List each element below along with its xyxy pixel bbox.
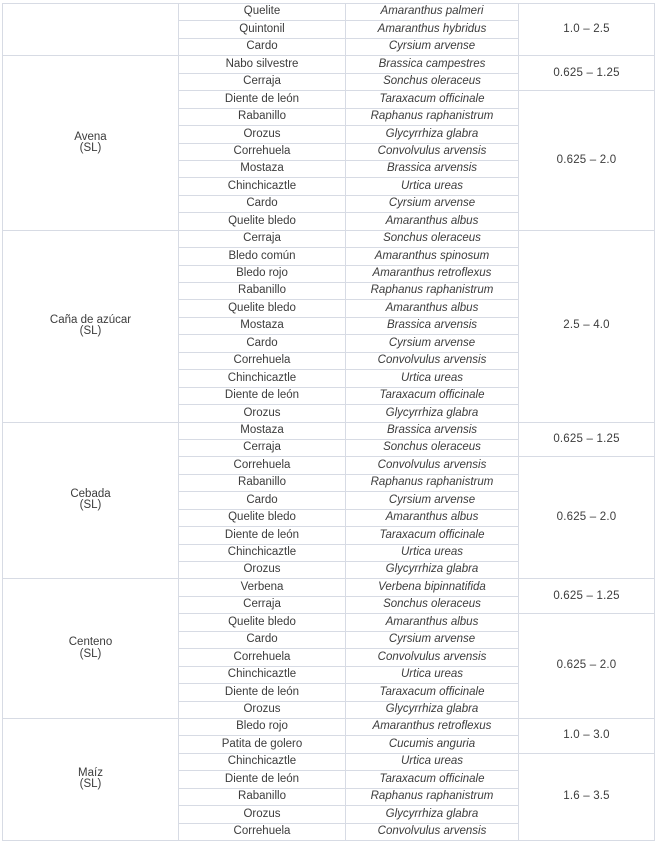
common-name-cell: Rabanillo: [179, 108, 346, 125]
common-name-cell: Quelite bledo: [179, 614, 346, 631]
common-name-cell: Quelite bledo: [179, 509, 346, 526]
scientific-name-cell: Amaranthus spinosum: [346, 248, 519, 265]
scientific-name-cell: Convolvulus arvensis: [346, 649, 519, 666]
scientific-name-cell: Cucumis anguria: [346, 736, 519, 753]
common-name-cell: Chinchicaztle: [179, 178, 346, 195]
common-name-cell: Rabanillo: [179, 474, 346, 491]
common-name-cell: Orozus: [179, 562, 346, 579]
common-name-cell: Orozus: [179, 701, 346, 718]
common-name-cell: Chinchicaztle: [179, 544, 346, 561]
common-name-cell: Diente de león: [179, 527, 346, 544]
common-name-cell: Chinchicaztle: [179, 666, 346, 683]
scientific-name-cell: Cyrsium arvense: [346, 335, 519, 352]
common-name-cell: Quelite bledo: [179, 300, 346, 317]
scientific-name-cell: Raphanus raphanistrum: [346, 788, 519, 805]
crop-name: Maíz: [78, 766, 103, 779]
common-name-cell: Nabo silvestre: [179, 56, 346, 73]
scientific-name-cell: Amaranthus retroflexus: [346, 718, 519, 735]
common-name-cell: Quelite bledo: [179, 213, 346, 230]
common-name-cell: Cardo: [179, 631, 346, 648]
scientific-name-cell: Raphanus raphanistrum: [346, 108, 519, 125]
crop-formulation: (SL): [79, 142, 102, 154]
crop-name: Avena: [74, 130, 107, 143]
crop-formulation: (SL): [79, 647, 102, 660]
common-name-cell: Mostaza: [179, 422, 346, 439]
table-row: [3, 230, 655, 247]
scientific-name-cell: Brassica arvensis: [346, 160, 519, 177]
scientific-name-cell: Urtica ureas: [346, 370, 519, 387]
scientific-name-cell: Cyrsium arvense: [346, 631, 519, 648]
table-row: [3, 4, 655, 21]
common-name-cell: Verbena: [179, 579, 346, 596]
scientific-name-cell: Sonchus oleraceus: [346, 439, 519, 456]
scientific-name-cell: Glycyrrhiza glabra: [346, 126, 519, 143]
common-name-cell: Mostaza: [179, 160, 346, 177]
scientific-name-cell: Amaranthus hybridus: [346, 21, 519, 38]
scientific-name-cell: Glycyrrhiza glabra: [346, 562, 519, 579]
scientific-name-cell: Cyrsium arvense: [346, 38, 519, 55]
dose-range-cell: 0.625 – 2.0: [519, 457, 655, 579]
common-name-cell: Cardo: [179, 335, 346, 352]
common-name-cell: Cerraja: [179, 596, 346, 613]
crop-name: Cebada: [70, 487, 111, 500]
dose-range-cell: 1.0 – 3.0: [519, 718, 655, 753]
dose-range-cell: 0.625 – 2.0: [519, 91, 655, 231]
common-name-cell: Correhuela: [179, 457, 346, 474]
common-name-cell: Diente de león: [179, 684, 346, 701]
scientific-name-cell: Taraxacum officinale: [346, 771, 519, 788]
scientific-name-cell: Raphanus raphanistrum: [346, 474, 519, 491]
scientific-name-cell: Amaranthus albus: [346, 614, 519, 631]
dose-range-cell: 0.625 – 2.0: [519, 614, 655, 719]
dose-range-cell: 0.625 – 1.25: [519, 56, 655, 91]
common-name-cell: Quintonil: [179, 21, 346, 38]
scientific-name-cell: Brassica arvensis: [346, 422, 519, 439]
scientific-name-cell: Verbena bipinnatifida: [346, 579, 519, 596]
common-name-cell: Patita de golero: [179, 736, 346, 753]
scientific-name-cell: Brassica arvensis: [346, 317, 519, 334]
common-name-cell: Mostaza: [179, 317, 346, 334]
dose-range-cell: 1.0 – 2.5: [519, 4, 655, 56]
common-name-cell: Chinchicaztle: [179, 370, 346, 387]
common-name-cell: Diente de león: [179, 771, 346, 788]
common-name-cell: Correhuela: [179, 649, 346, 666]
common-name-cell: Orozus: [179, 806, 346, 823]
scientific-name-cell: Glycyrrhiza glabra: [346, 405, 519, 422]
dose-range-cell: 0.625 – 1.25: [519, 422, 655, 457]
scientific-name-cell: Amaranthus retroflexus: [346, 265, 519, 282]
table-row: [3, 56, 655, 73]
scientific-name-cell: Convolvulus arvensis: [346, 457, 519, 474]
crop-formulation: (SL): [79, 325, 102, 338]
crop-formulation: (SL): [79, 778, 102, 791]
common-name-cell: Orozus: [179, 126, 346, 143]
scientific-name-cell: Glycyrrhiza glabra: [346, 806, 519, 823]
common-name-cell: Correhuela: [179, 143, 346, 160]
crop-name: Centeno: [68, 636, 113, 649]
scientific-name-cell: Convolvulus arvensis: [346, 143, 519, 160]
table-body: [3, 4, 655, 841]
common-name-cell: Cardo: [179, 492, 346, 509]
scientific-name-cell: Convolvulus arvensis: [346, 352, 519, 369]
scientific-name-cell: Glycyrrhiza glabra: [346, 701, 519, 718]
crop-formulation: (SL): [79, 499, 102, 512]
herbicide-dose-table: [2, 3, 655, 841]
crop-cell: [3, 4, 179, 56]
common-name-cell: Bledo rojo: [179, 718, 346, 735]
crop-cell: [3, 56, 179, 230]
common-name-cell: Diente de león: [179, 91, 346, 108]
common-name-cell: Cardo: [179, 195, 346, 212]
dose-range-cell: 1.6 – 3.5: [519, 753, 655, 840]
scientific-name-cell: Amaranthus albus: [346, 213, 519, 230]
scientific-name-cell: Raphanus raphanistrum: [346, 283, 519, 300]
scientific-name-cell: Amaranthus albus: [346, 509, 519, 526]
crop-cell: [3, 718, 179, 840]
scientific-name-cell: Sonchus oleraceus: [346, 596, 519, 613]
common-name-cell: Diente de león: [179, 387, 346, 404]
scientific-name-cell: Taraxacum officinale: [346, 91, 519, 108]
crop-cell: [3, 579, 179, 719]
crop-name: Caña de azúcar: [49, 313, 132, 326]
scientific-name-cell: Urtica ureas: [346, 666, 519, 683]
scientific-name-cell: Taraxacum officinale: [346, 684, 519, 701]
crop-cell: [3, 230, 179, 422]
common-name-cell: Bledo común: [179, 248, 346, 265]
scientific-name-cell: Taraxacum officinale: [346, 387, 519, 404]
scientific-name-cell: Urtica ureas: [346, 544, 519, 561]
scientific-name-cell: Amaranthus albus: [346, 300, 519, 317]
common-name-cell: Cerraja: [179, 439, 346, 456]
common-name-cell: Bledo rojo: [179, 265, 346, 282]
scientific-name-cell: Sonchus oleraceus: [346, 73, 519, 90]
common-name-cell: Rabanillo: [179, 788, 346, 805]
scientific-name-cell: Urtica ureas: [346, 753, 519, 770]
scientific-name-cell: Cyrsium arvense: [346, 492, 519, 509]
scientific-name-cell: Amaranthus palmeri: [346, 4, 519, 21]
common-name-cell: Orozus: [179, 405, 346, 422]
table-row: [3, 422, 655, 439]
common-name-cell: Cardo: [179, 38, 346, 55]
scientific-name-cell: Brassica campestres: [346, 56, 519, 73]
common-name-cell: Cerraja: [179, 73, 346, 90]
common-name-cell: Correhuela: [179, 823, 346, 840]
scientific-name-cell: Cyrsium arvense: [346, 195, 519, 212]
common-name-cell: Chinchicaztle: [179, 753, 346, 770]
dose-range-cell: 2.5 – 4.0: [519, 230, 655, 422]
scientific-name-cell: Urtica ureas: [346, 178, 519, 195]
dose-range-cell: 0.625 – 1.25: [519, 579, 655, 614]
crop-cell: [3, 422, 179, 579]
common-name-cell: Rabanillo: [179, 283, 346, 300]
common-name-cell: Quelite: [179, 4, 346, 21]
scientific-name-cell: Taraxacum officinale: [346, 527, 519, 544]
table-row: [3, 718, 655, 735]
scientific-name-cell: Convolvulus arvensis: [346, 823, 519, 840]
scientific-name-cell: Sonchus oleraceus: [346, 230, 519, 247]
common-name-cell: Cerraja: [179, 230, 346, 247]
common-name-cell: Correhuela: [179, 352, 346, 369]
table-row: [3, 579, 655, 596]
